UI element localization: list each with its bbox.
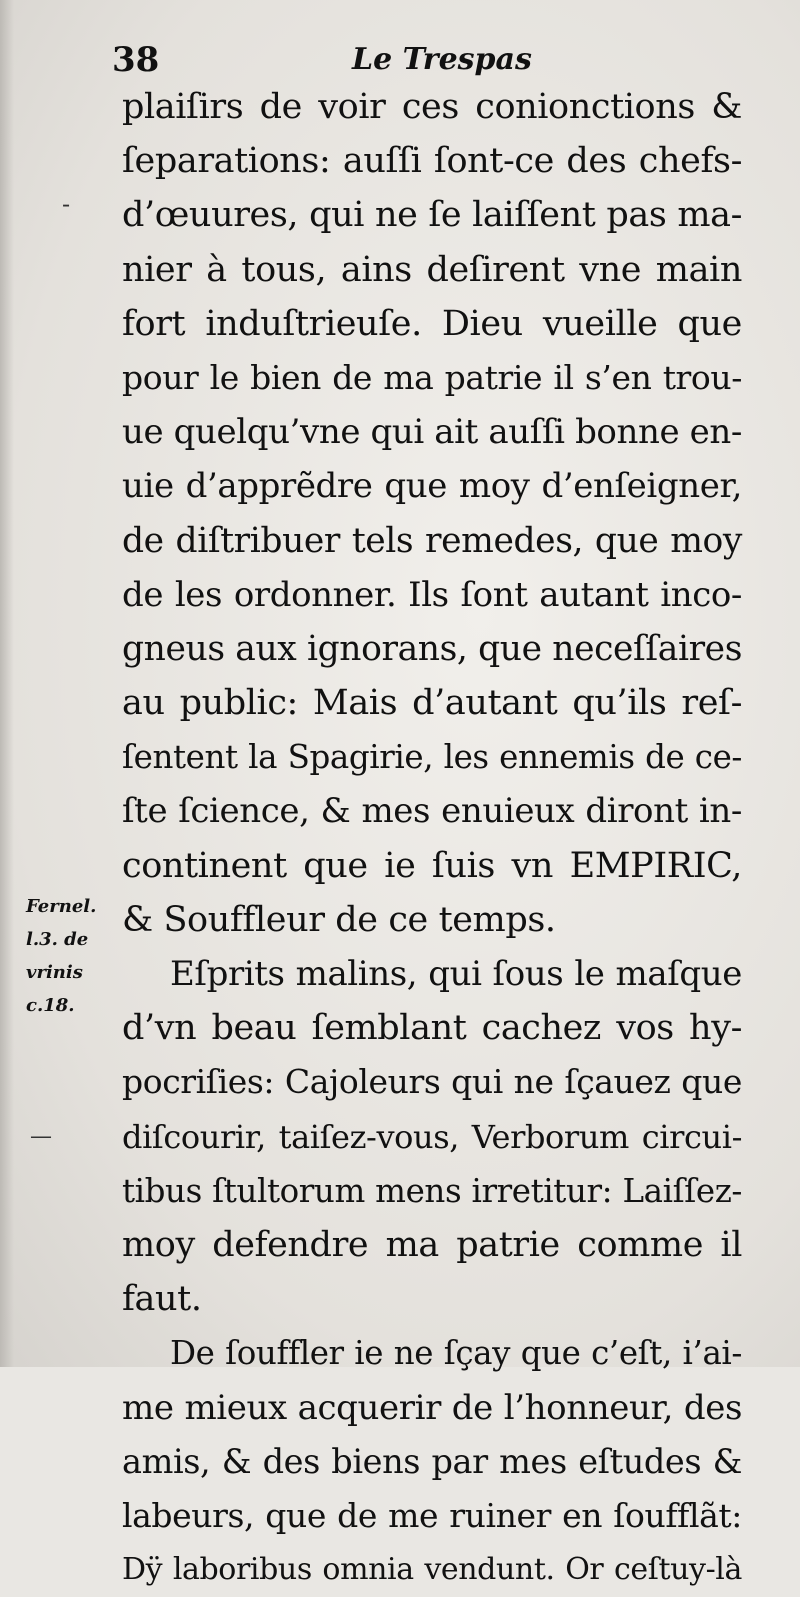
text-line: fort induſtrieuſe. Dieu vueille que — [122, 303, 742, 344]
running-head: Le Trespas — [352, 42, 532, 77]
text-line: de les ordonner. Ils ſont autant inco- — [122, 574, 742, 615]
text-line: Eſprits malins, qui ſous le maſque — [170, 954, 742, 994]
text-line: faut. — [122, 1279, 202, 1320]
text-line: pocriſies: Cajoleurs qui ne ſçauez que — [122, 1062, 742, 1102]
text-line: & Souffleur de ce temps. — [122, 899, 556, 940]
margin-dash-mark: - — [62, 190, 71, 218]
margin-note-line: vrinis — [26, 962, 83, 983]
text-line: tibus ſtultorum mens irretitur: Laiſſez- — [122, 1171, 742, 1210]
text-line: uie d’apprẽdre que moy d’enſeigner, — [122, 466, 742, 507]
text-line: amis, & des biens par mes eſtudes & — [122, 1441, 742, 1481]
text-line: continent que ie ſuis vn EMPIRIC, — [122, 845, 742, 886]
text-line: ſte ſcience, & mes enuieux diront in- — [122, 791, 742, 832]
text-line: d’vn beau ſemblant cachez vos hy- — [122, 1008, 742, 1049]
text-line: moy defendre ma patrie comme il — [122, 1224, 742, 1265]
text-line: plaiſirs de voir ces conionctions & — [122, 87, 742, 127]
text-line: Dÿ laboribus omnia vendunt. Or ceſtuy-là — [122, 1552, 742, 1588]
text-line: me mieux acquerir de l’honneur, des — [122, 1387, 742, 1428]
text-line: diſcourir, taiſez-vous, Verborum circui- — [122, 1117, 742, 1156]
text-line: pour le bien de ma patrie il s’en trou- — [122, 357, 742, 397]
margin-note — [26, 890, 126, 1022]
text-line: labeurs, que de me ruiner en ſoufflãt: — [122, 1495, 742, 1535]
text-line: De ſouffler ie ne ſçay que c’eſt, i’ai- — [170, 1334, 742, 1373]
text-line: de diſtribuer tels remedes, que moy — [122, 520, 742, 561]
margin-note-line: Fernel. — [26, 896, 97, 917]
margin-dash-mark: — — [30, 1124, 52, 1149]
text-line: gneus aux ignorans, que neceſſaires — [122, 628, 742, 669]
page-number: 38 — [112, 40, 160, 80]
margin-note-line: l.3. de — [26, 929, 89, 950]
page-edge-shadow — [0, 0, 14, 1367]
text-line: ſeparations: auſſi ſont-ce des chefs- — [122, 141, 742, 182]
text-line: d’œuures, qui ne ſe laiſſent pas ma- — [122, 195, 742, 236]
text-line: ue quelqu’vne qui ait auſſi bonne en- — [122, 412, 742, 453]
margin-note-line: c.18. — [26, 995, 75, 1016]
text-line: nier à tous, ains deſirent vne main — [122, 249, 742, 290]
text-line: ſentent la Spagirie, les ennemis de ce- — [122, 738, 742, 777]
body-text — [122, 80, 742, 1597]
text-line: au public: Mais d’autant qu’ils reſ- — [122, 683, 742, 724]
